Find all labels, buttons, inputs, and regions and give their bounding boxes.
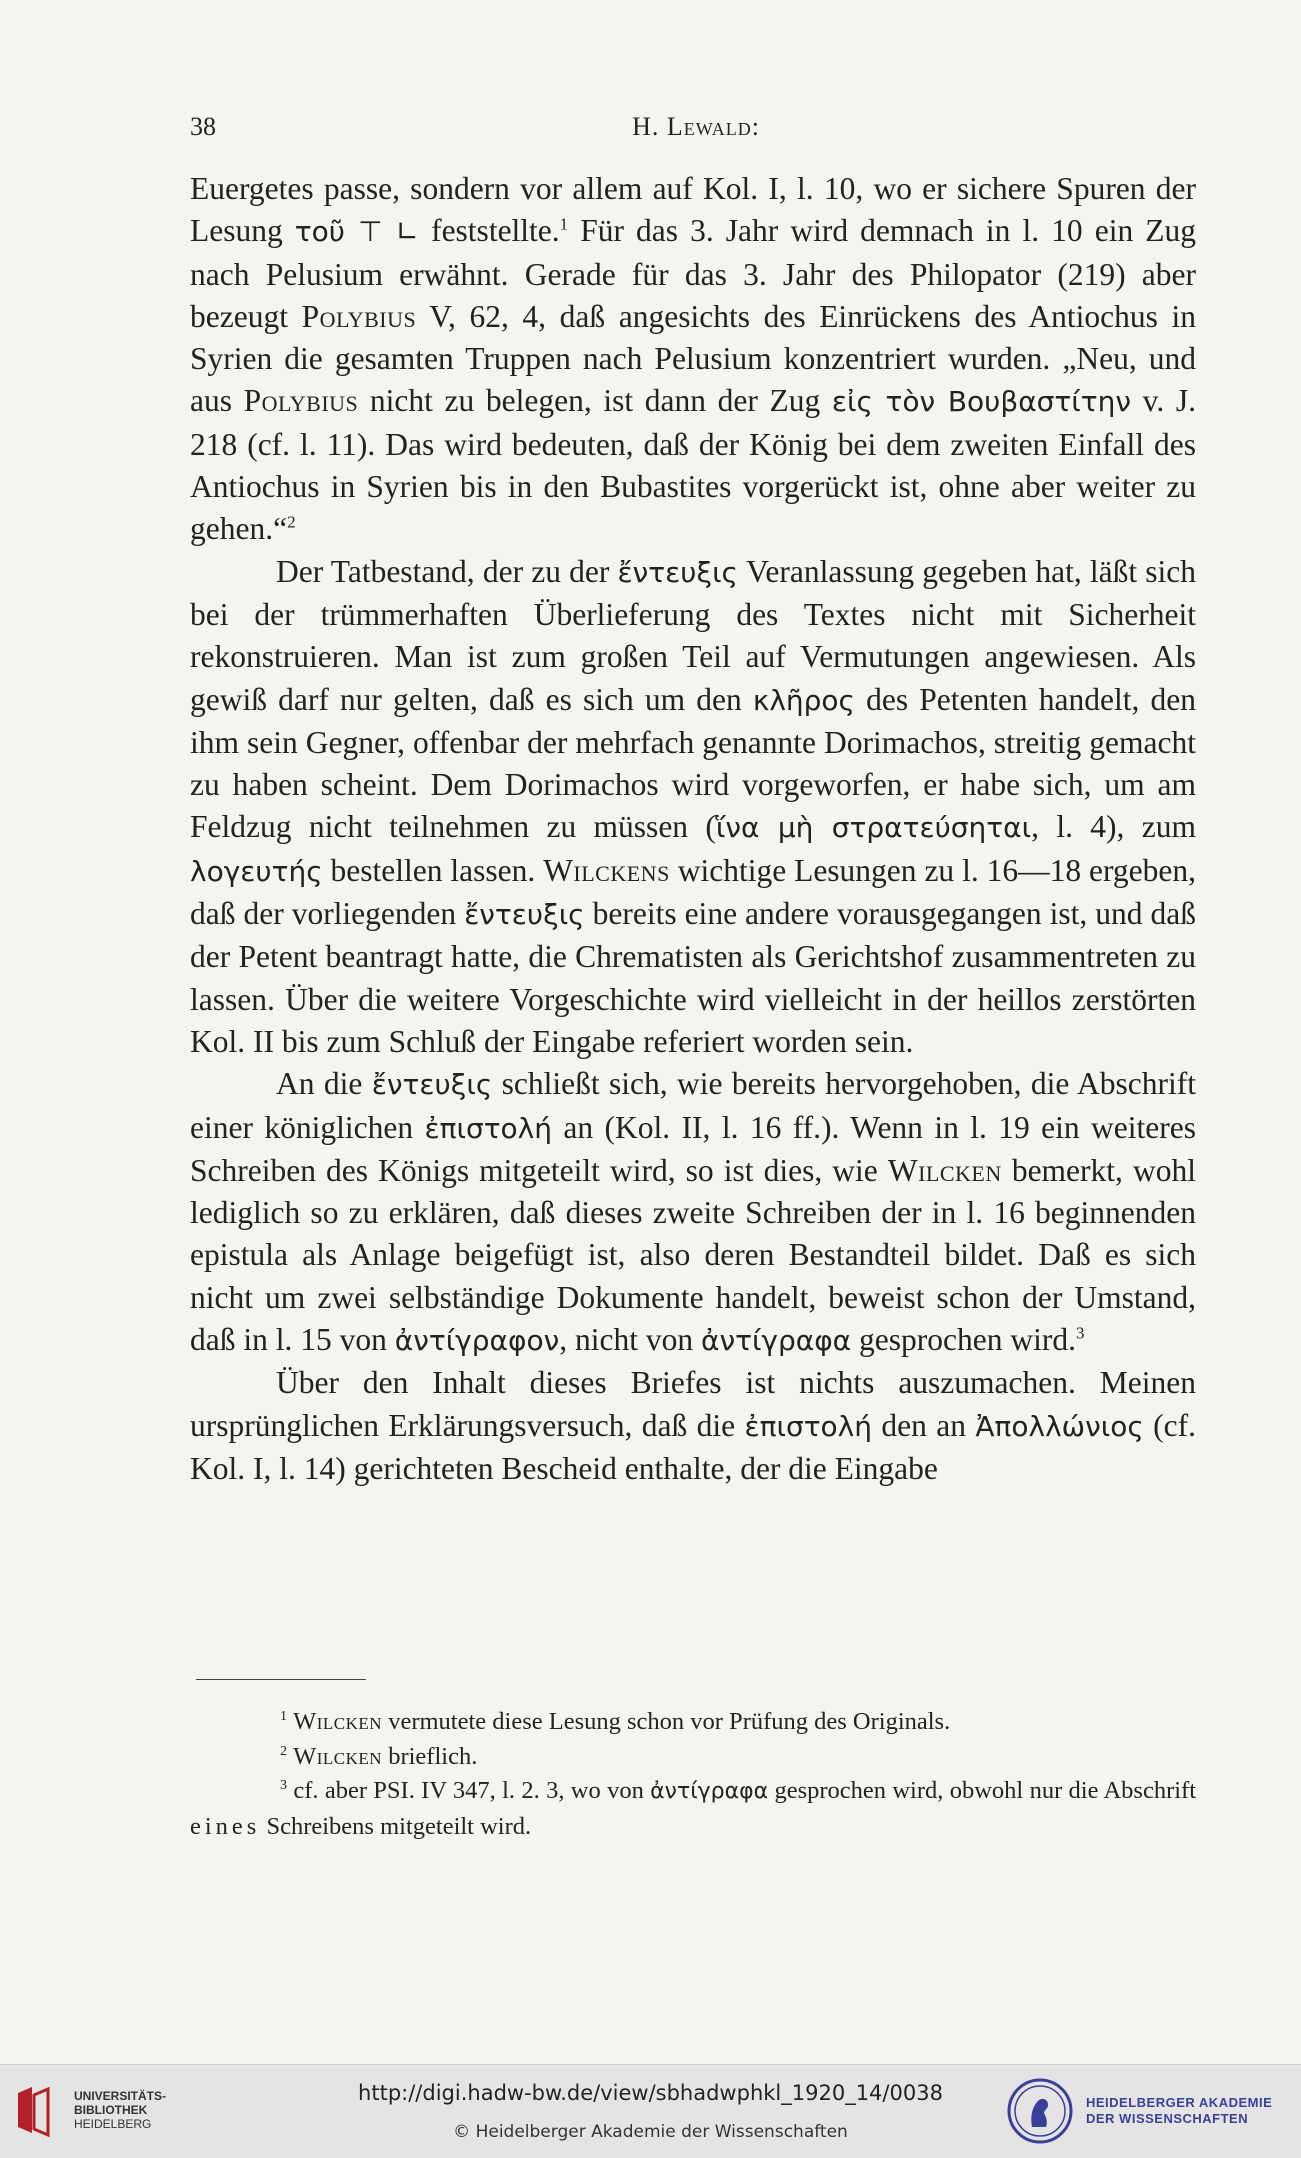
body-text <box>190 168 1196 1490</box>
text-run: bestellen lassen. <box>322 852 544 888</box>
academy-name <box>1086 2095 1272 2127</box>
text-run: bemerkt, wohl lediglich so zu erklären, daß dieses zweite Schreiben der in l. 16 beginnenden epistula als Anlage beigefügt ist, also deren Bestandteil bildet. Daß es sich nicht um zwei selbständige Dokumente handelt, beweist schon der Umstand, daß in l. 15 von <box>190 1152 1196 1358</box>
author-name: Wilcken <box>887 1152 1002 1188</box>
footnote-ref: 1 <box>559 214 569 234</box>
greek-text: ἔντευξις <box>371 1068 493 1102</box>
text-run: an (Kol. II, l. 16 ff.). Wenn in l. 19 ein weiteres Schreiben des Königs mitgeteilt wird, so ist dies, wie <box>190 1109 1197 1188</box>
paragraph-1 <box>190 168 1196 551</box>
text-run: gesprochen wird. <box>851 1322 1076 1358</box>
text-run: wichtige Lesungen zu l. 16—18 ergeben, daß der vorliegenden <box>190 852 1196 932</box>
text-run: schließt sich, wie bereits hervorgehoben, die Abschrift einer königlichen <box>190 1066 1197 1145</box>
greek-text: τοῦ ⊤ ∟ <box>294 215 420 249</box>
footnote-text: gesprochen wird, obwohl nur die Abschrift <box>768 1777 1196 1804</box>
viewer-footer-bar <box>0 2064 1301 2158</box>
text-run: den an <box>872 1407 976 1443</box>
greek-text: ἀντίγραφον <box>394 1324 560 1358</box>
greek-text: κλῆρος <box>752 683 855 717</box>
footnote-text: Schreibens mitgeteilt wird. <box>260 1812 532 1840</box>
paragraph-2 <box>190 551 1196 1064</box>
page-number: 38 <box>190 112 216 141</box>
text-run: nicht zu belegen, ist dann der Zug <box>358 383 832 419</box>
paragraph-4 <box>190 1362 1196 1490</box>
footnote-text: vermutete diese Lesung schon vor Prüfung des Originals. <box>382 1708 951 1735</box>
text-run: v. J. 218 (cf. l. 11). Das wird bedeuten, daß der König bei dem zweiten Einfall des Antiochus in Syrien bis in den Bubastites vorgerückt ist, ohne aber weiter zu gehen.“ <box>190 383 1196 547</box>
greek-text: λογευτής <box>190 854 323 888</box>
author-name: Polybius <box>301 298 417 334</box>
text-run: An die <box>276 1066 372 1102</box>
author-name: Wilckens <box>543 852 670 888</box>
text-run: Veranlassung gegeben hat, läßt sich bei der trümmerhaften Überlieferung des Textes nicht mit Sicherheit rekonstruieren. Man ist zum großen Teil auf Vermutungen angewiesen. Als gewiß darf nur gelten, daß es sich um den <box>190 553 1196 717</box>
paragraph-3 <box>190 1063 1196 1362</box>
footnote-2 <box>190 1740 1196 1775</box>
footnote-ref: 2 <box>287 512 296 532</box>
running-head <box>190 112 1202 152</box>
greek-text: ἵνα μὴ στρατεύσηται <box>715 811 1032 845</box>
footnote-text: cf. aber PSI. IV 347, l. 2. 3, wo von <box>287 1777 651 1804</box>
greek-text: εἰς τὸν Βουβαστίτην <box>831 385 1132 419</box>
footnote-1 <box>190 1705 1196 1740</box>
text-run: , nicht von <box>559 1322 701 1358</box>
greek-text: ἐπιστολή <box>424 1111 553 1145</box>
greek-text: ἀντίγραφα <box>700 1324 852 1358</box>
academy-line: HEIDELBERGER AKADEMIE <box>1086 2095 1273 2110</box>
footnote-3 <box>190 1774 1196 1844</box>
greek-text: ἔντευξις <box>464 898 585 932</box>
author-name: Wilcken <box>293 1708 383 1735</box>
footnote-rule <box>196 1679 366 1680</box>
greek-text: ἀντίγραφα <box>650 1779 769 1804</box>
text-run: Für das 3. Jahr wird demnach in l. 10 ein Zug nach Pelusium erwähnt. Gerade für das 3. Jahr des Philopator (219) aber bezeugt <box>190 213 1196 334</box>
footnote-number: 2 <box>280 1743 287 1759</box>
text-run: Über den Inhalt dieses Briefes ist nichts auszumachen. Meinen ursprünglichen Erklärungsversuch, daß die <box>190 1365 1196 1443</box>
greek-text: ἐπιστολή <box>744 1409 873 1443</box>
text-run: V, 62, 4, daß angesichts des Einrückens des Antiochus in Syrien die gesamten Truppen nach Pelusium konzentriert wurden. „Neu, und aus <box>190 298 1196 419</box>
author-name: Wilcken <box>293 1742 383 1770</box>
academy-line: DER WISSENSCHAFTEN <box>1086 2111 1249 2126</box>
footnote-ref: 3 <box>1075 1323 1085 1343</box>
copyright-notice: © Heidelberger Akademie der Wissenschaften <box>453 2122 848 2142</box>
text-run: , l. 4), zum <box>1031 809 1196 845</box>
greek-text: ἔντευξις <box>617 555 738 589</box>
text-run: Der Tatbestand, der zu der <box>276 553 618 589</box>
footnotes <box>190 1705 1196 1844</box>
library-line: HEIDELBERG <box>74 2117 152 2131</box>
spaced-emphasis: eines <box>190 1812 261 1840</box>
text-run: des Petenten handelt, den ihm sein Gegner, offenbar der mehrfach genannte Dorimachos, streitig gemacht zu haben scheint. Dem Dorimachos wird vorgeworfen, er habe sich, um am Feldzug nicht teilnehmen zu müssen ( <box>190 681 1197 845</box>
text-run: feststellte. <box>419 213 560 249</box>
text-run: bereits eine andere vorausgegangen ist, und daß der Petent beantragt hatte, die Chrematisten als Gerichtshof zusammentreten zu lassen. Über die weitere Vorgeschichte wird vielleicht in der heillos zerstörten Kol. II bis zum Schluß der Eingabe referiert worden sein. <box>190 896 1196 1059</box>
academy-seal-icon[interactable] <box>1006 2077 1074 2145</box>
text-run: (cf. Kol. I, l. 14) gerichteten Bescheid enthalte, der die Eingabe <box>190 1407 1196 1486</box>
author-name: Polybius <box>243 383 359 419</box>
library-line: BIBLIOTHEK <box>74 2103 148 2117</box>
text-run: Euergetes passe, sondern vor allem auf Kol. I, l. 10, wo er sichere Spuren der Lesung <box>190 171 1196 249</box>
greek-text: Ἀπολλώνιος <box>975 1409 1144 1443</box>
footnote-text: brieflich. <box>382 1742 478 1770</box>
footnote-number: 1 <box>280 1708 287 1724</box>
library-line: UNIVERSITÄTS- <box>74 2089 167 2103</box>
permalink-url[interactable]: http://digi.hadw-bw.de/view/sbhadwphkl_1920_14/0038 <box>358 2081 943 2105</box>
running-title: H. Lewald: <box>632 112 760 141</box>
footnote-number: 3 <box>280 1777 287 1793</box>
